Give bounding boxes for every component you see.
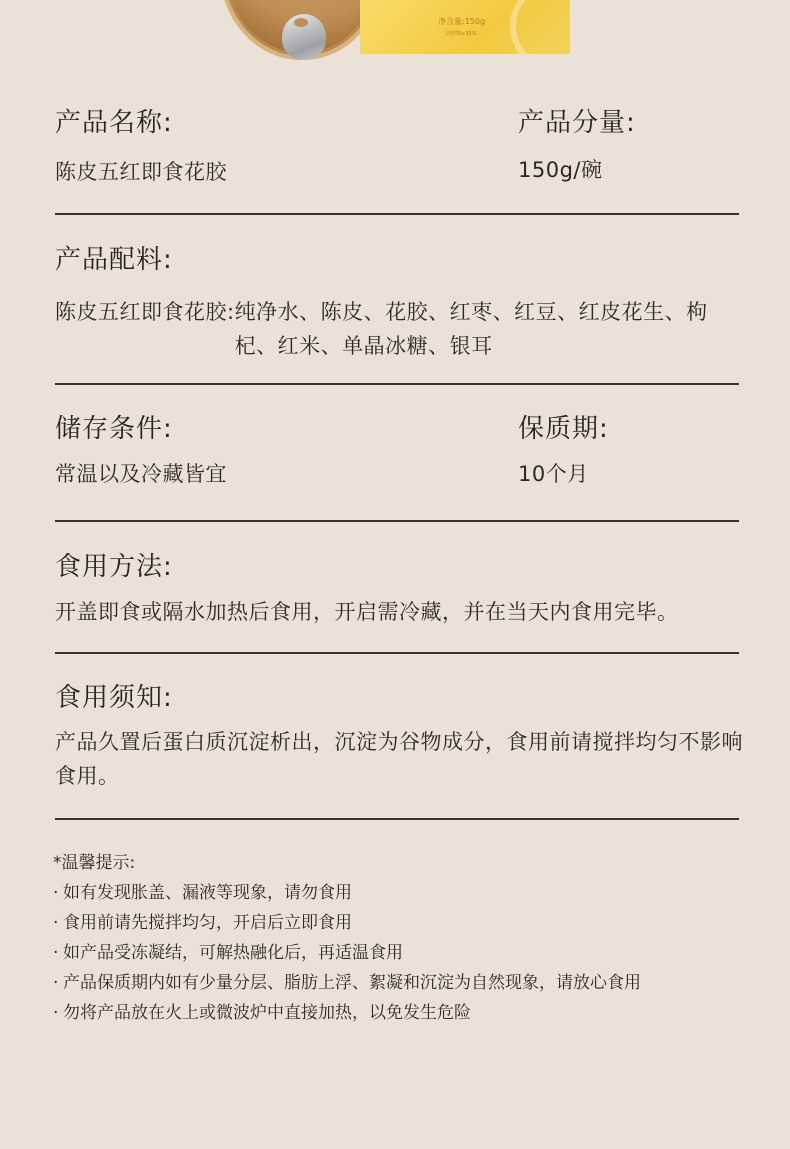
- tip-text: 食用前请先搅拌均匀，开启后立即食用: [63, 913, 352, 933]
- usage-heading: 食用方法:: [55, 552, 173, 582]
- notice-heading: 食用须知:: [55, 683, 173, 713]
- shelf-life-block: [518, 412, 609, 491]
- bullet: ·: [53, 943, 59, 963]
- product-weight-value: 150g/碗: [518, 158, 603, 182]
- bullet: ·: [53, 913, 59, 933]
- divider: [55, 818, 739, 820]
- tip-item: [53, 908, 713, 938]
- tip-item: [53, 878, 713, 908]
- bullet: ·: [53, 973, 59, 993]
- box-solid-content: 固形物≥35%: [446, 31, 477, 37]
- usage-section: [55, 550, 739, 629]
- name-weight-section: [55, 106, 739, 196]
- tips-section: [53, 848, 713, 1028]
- ingredients-label: 陈皮五红即食花胶:: [55, 300, 235, 324]
- ingredients-row: [55, 295, 739, 363]
- product-name-block: [55, 106, 739, 189]
- product-weight-heading: 产品分量:: [518, 108, 636, 138]
- storage-block: [55, 412, 739, 491]
- tip-text: 如产品受冻凝结，可解热融化后，再适温食用: [63, 943, 403, 963]
- product-weight-block: [518, 106, 636, 187]
- storage-value: 常温以及冷藏皆宜: [55, 462, 227, 486]
- notice-section: [55, 681, 755, 793]
- ingredients-value: 纯净水、陈皮、花胶、红枣、红豆、红皮花生、枸杞、红米、单晶冰糖、银耳: [234, 300, 708, 358]
- tip-item: [53, 968, 713, 998]
- shelf-life-heading: 保质期:: [518, 414, 609, 444]
- ingredients-section: [55, 243, 739, 363]
- product-name-value: 陈皮五红即食花胶: [55, 160, 227, 184]
- divider: [55, 520, 739, 522]
- tip-item: [53, 998, 713, 1028]
- tip-text: 如有发现胀盖、漏液等现象，请勿食用: [63, 883, 352, 903]
- usage-value: 开盖即食或隔水加热后食用，开启需冷藏，并在当天内食用完毕。: [55, 600, 679, 624]
- notice-value: 产品久置后蛋白质沉淀析出，沉淀为谷物成分，食用前请搅拌均匀不影响食用。: [55, 730, 743, 788]
- tip-item: [53, 938, 713, 968]
- product-name-heading: 产品名称:: [55, 108, 173, 138]
- divider: [55, 213, 739, 215]
- box-net-weight: 净含量:150g: [438, 17, 486, 26]
- bullet: ·: [53, 1003, 59, 1023]
- storage-section: [55, 412, 739, 502]
- tip-text: 产品保质期内如有少量分层、脂肪上浮、絮凝和沉淀为自然现象，请放心食用: [63, 973, 641, 993]
- pull-tab: [282, 14, 326, 60]
- divider: [55, 652, 739, 654]
- storage-heading: 储存条件:: [55, 414, 173, 444]
- product-photo: [0, 0, 790, 62]
- ingredients-heading: 产品配料:: [55, 245, 173, 275]
- bullet: ·: [53, 883, 59, 903]
- product-box: [360, 0, 570, 54]
- tip-text: 勿将产品放在火上或微波炉中直接加热，以免发生危险: [63, 1003, 471, 1023]
- shelf-life-value: 10个月: [518, 462, 589, 486]
- tips-title: *温馨提示:: [53, 853, 136, 873]
- divider: [55, 383, 739, 385]
